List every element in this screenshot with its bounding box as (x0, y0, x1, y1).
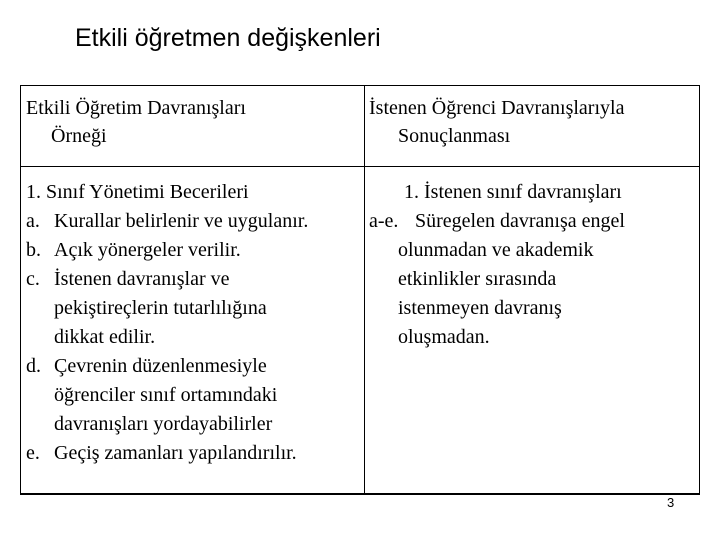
list-item-text: Kurallar belirlenir ve uygulanır. (54, 210, 309, 232)
slide-title: Etkili öğretmen değişkenleri (75, 24, 381, 52)
list-item-marker: a. (26, 210, 40, 232)
list-item-marker: b. (26, 239, 41, 261)
right-item-marker: a-e. (369, 210, 399, 232)
list-item-text: İstenen davranışlar ve (54, 268, 230, 290)
table-column-divider (364, 85, 365, 495)
header-right-line-1: İstenen Öğrenci Davranışlarıyla (369, 97, 625, 119)
right-item-text: istenmeyen davranış (398, 297, 562, 319)
list-item-marker: d. (26, 355, 41, 377)
right-item-text: olunmadan ve akademik (398, 239, 594, 261)
page-number: 3 (667, 495, 675, 510)
right-item-text: Süregelen davranışa engel (415, 210, 625, 232)
header-right-line-2: Sonuçlanması (398, 125, 511, 147)
table-header-divider (20, 166, 700, 167)
list-item-text: pekiştireçlerin tutarlılığına (54, 297, 267, 319)
list-item-text: Çevrenin düzenlenmesiyle (54, 355, 267, 377)
list-item-text: Açık yönergeler verilir. (54, 239, 241, 261)
list-item-text: dikkat edilir. (54, 326, 156, 348)
right-item-text: etkinlikler sırasında (398, 268, 557, 290)
list-item-text: öğrenciler sınıf ortamındaki (54, 384, 278, 406)
list-item-text: Geçiş zamanları yapılandırılır. (54, 442, 297, 464)
list-item-marker: e. (26, 442, 40, 464)
list-item-text: davranışları yordayabilirler (54, 413, 273, 435)
header-left-line-1: Etkili Öğretim Davranışları (26, 97, 246, 119)
left-section-heading: 1. Sınıf Yönetimi Becerileri (26, 181, 249, 203)
header-left-line-2: Örneği (51, 125, 107, 147)
list-item-marker: c. (26, 268, 40, 290)
right-item-text: oluşmadan. (398, 326, 490, 348)
right-section-heading: 1. İstenen sınıf davranışları (404, 181, 622, 203)
